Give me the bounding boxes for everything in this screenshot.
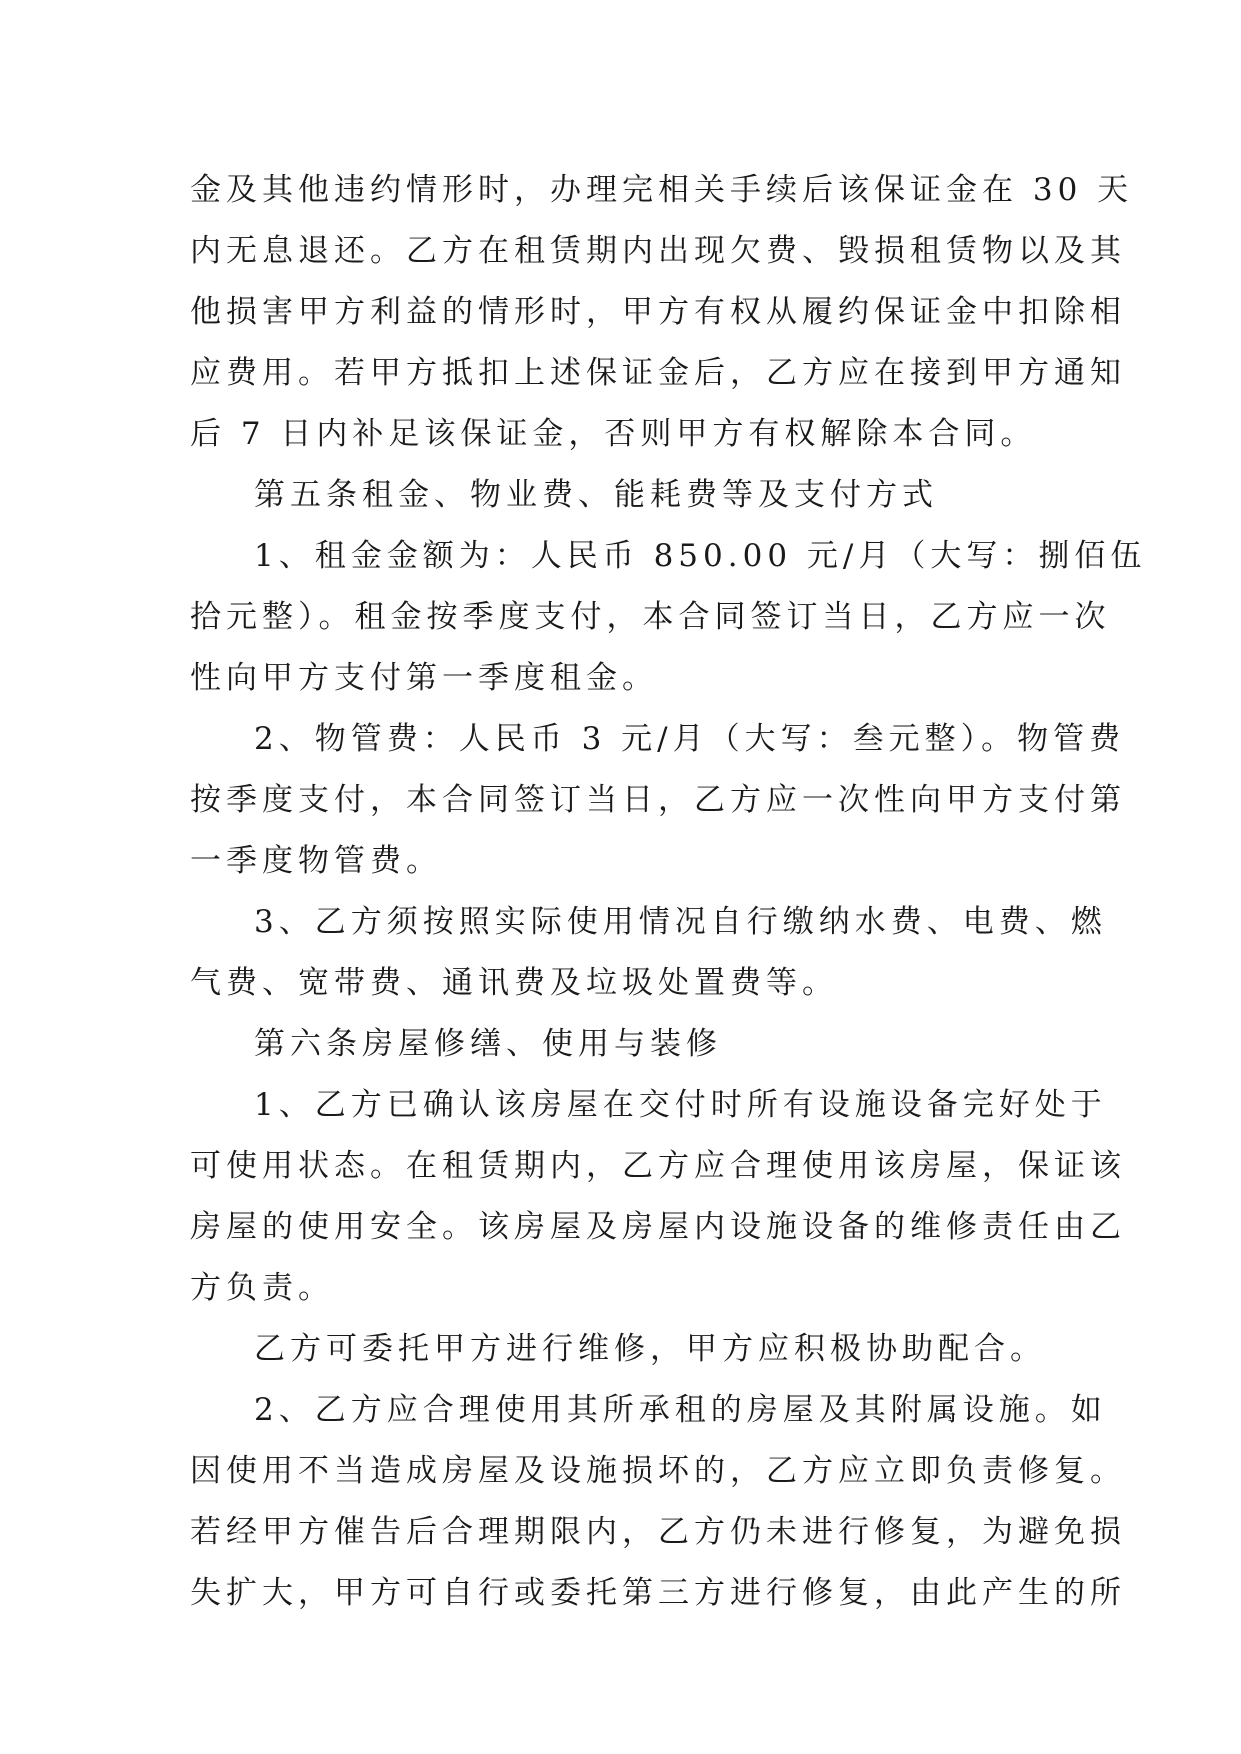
text-line: 性向甲方支付第一季度租金。 <box>190 660 658 696</box>
text-line: 气费、宽带费、通讯费及垃圾处置费等。 <box>190 965 838 1001</box>
text-line: 1、租金金额为：人民币 850.00 元/月（大写：捌佰伍 <box>254 538 1147 574</box>
text-line: 3、乙方须按照实际使用情况自行缴纳水费、电费、燃 <box>254 904 1107 940</box>
text-line: 内无息退还。乙方在租赁期内出现欠费、毁损租赁物以及其 <box>190 233 1126 269</box>
text-line: 拾元整）。租金按季度支付，本合同签订当日，乙方应一次 <box>190 599 1111 635</box>
text-line: 乙方可委托甲方进行维修，甲方应积极协助配合。 <box>254 1331 1046 1367</box>
text-line: 金及其他违约情形时，办理完相关手续后该保证金在 30 天 <box>190 172 1134 208</box>
section-heading: 第五条租金、物业费、能耗费等及支付方式 <box>254 477 938 513</box>
text-line: 房屋的使用安全。该房屋及房屋内设施设备的维修责任由乙 <box>190 1209 1126 1245</box>
text-line: 后 7 日内补足该保证金，否则甲方有权解除本合同。 <box>190 416 1037 452</box>
text-line: 若经甲方催告后合理期限内，乙方仍未进行修复，为避免损 <box>190 1514 1126 1550</box>
text-line: 失扩大，甲方可自行或委托第三方进行修复，由此产生的所 <box>190 1575 1126 1611</box>
text-line: 他损害甲方利益的情形时，甲方有权从履约保证金中扣除相 <box>190 294 1126 330</box>
text-line: 1、乙方已确认该房屋在交付时所有设施设备完好处于 <box>254 1087 1107 1123</box>
section-heading: 第六条房屋修缮、使用与装修 <box>254 1026 722 1062</box>
text-line: 应费用。若甲方抵扣上述保证金后，乙方应在接到甲方通知 <box>190 355 1126 391</box>
text-line: 可使用状态。在租赁期内，乙方应合理使用该房屋，保证该 <box>190 1148 1126 1184</box>
text-line: 2、物管费：人民币 3 元/月（大写：叁元整）。物管费 <box>254 721 1126 757</box>
text-line: 因使用不当造成房屋及设施损坏的，乙方应立即负责修复。 <box>190 1453 1126 1489</box>
text-line: 按季度支付，本合同签订当日，乙方应一次性向甲方支付第 <box>190 782 1126 818</box>
text-line: 方负责。 <box>190 1270 334 1306</box>
text-line: 一季度物管费。 <box>190 843 442 879</box>
text-line: 2、乙方应合理使用其所承租的房屋及其附属设施。如 <box>254 1392 1107 1428</box>
